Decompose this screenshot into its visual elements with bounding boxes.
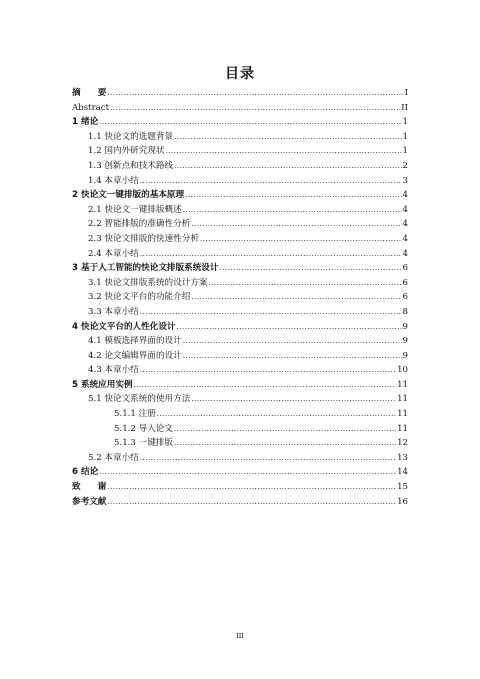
toc-entry-label: 2 快论文一键排版的基本原理 [72, 190, 185, 201]
toc-leader-dots [107, 480, 396, 495]
toc-entry[interactable] [72, 261, 408, 276]
toc-leader-dots [209, 276, 402, 291]
toc-leader-dots [200, 232, 402, 247]
toc-entry-page: 10 [397, 365, 408, 376]
toc-entry-page: 2 [402, 160, 408, 171]
toc-entry-page: 6 [402, 263, 408, 274]
toc-entry-label: 1.1 快论文的选题背景 [88, 131, 174, 142]
toc-entry-page: 6 [402, 292, 408, 303]
toc-leader-dots [110, 101, 400, 116]
toc-leader-dots [183, 334, 402, 349]
toc-entry-label: 2.4 本章小结 [88, 248, 139, 259]
toc-entry-label: 4.2 论文编辑界面的设计 [88, 350, 182, 361]
toc-entry-page: 4 [402, 219, 408, 230]
toc-leader-dots [191, 217, 401, 232]
toc-leader-dots [174, 422, 396, 437]
toc-entry-label: 3.2 快论文平台的功能介绍 [88, 292, 191, 303]
toc-entry-label: 1.2 国内外研究现状 [88, 146, 165, 157]
toc-entry[interactable] [72, 451, 408, 466]
toc-entry-label: 1 绪论 [72, 117, 99, 128]
toc-entry[interactable] [72, 465, 408, 480]
toc-entry[interactable] [72, 334, 408, 349]
toc-entry-page: 13 [397, 452, 408, 463]
toc-entry-label: 参考文献 [72, 496, 107, 507]
toc-leader-dots [177, 320, 402, 335]
toc-entry[interactable] [72, 495, 408, 510]
toc-leader-dots [107, 86, 403, 101]
toc-entry-page: 4 [402, 233, 408, 244]
toc-entry-page: 15 [397, 482, 408, 493]
toc-entry[interactable] [72, 203, 408, 218]
toc-entry-page: 11 [397, 423, 408, 434]
toc-leader-dots [174, 436, 396, 451]
toc-entry[interactable] [72, 349, 408, 364]
toc-entry-label: 4 快论文平台的人性化设计 [72, 321, 176, 332]
toc-entry[interactable] [72, 290, 408, 305]
toc-entry-label: 5.1 快论文系统的使用方法 [88, 394, 191, 405]
toc-entry-label: 摘 要 [72, 88, 107, 98]
toc-entry[interactable] [72, 101, 408, 116]
toc-entry[interactable] [72, 232, 408, 247]
toc-entry-page: 8 [402, 306, 408, 317]
toc-entry-label: 5.1.3 一键排版 [114, 438, 173, 449]
toc-entry[interactable] [72, 86, 408, 101]
toc-entry-page: 12 [397, 438, 408, 449]
toc-entry[interactable] [72, 144, 408, 159]
toc-entry-page: 16 [397, 496, 408, 507]
toc-entry[interactable] [72, 422, 408, 437]
toc-entry-label: 5.2 本章小结 [88, 452, 139, 463]
toc-leader-dots [99, 115, 401, 130]
toc-entry-label: 2.1 快论文一键排版概述 [88, 204, 182, 215]
toc-entry-label: 3.3 本章小结 [88, 306, 139, 317]
toc-leader-dots [107, 495, 396, 510]
toc-leader-dots [166, 144, 402, 159]
toc-entry[interactable] [72, 363, 408, 378]
toc-leader-dots [157, 407, 396, 422]
toc-entry-page: 6 [402, 277, 408, 288]
toc-leader-dots [174, 159, 401, 174]
toc-entry-page: 3 [402, 175, 408, 186]
toc-entry-label: 5 系统应用实例 [72, 379, 133, 390]
toc-entry-label: 2.2 智能排版的准确性分析 [88, 219, 191, 230]
toc-entry[interactable] [72, 188, 408, 203]
toc-entry-page: 14 [397, 467, 408, 478]
toc-leader-dots [140, 174, 402, 189]
toc-leader-dots [185, 188, 401, 203]
toc-entry-page: 4 [402, 248, 408, 259]
toc-entry-page: 9 [402, 321, 408, 332]
toc-entry-page: 4 [402, 204, 408, 215]
toc-leader-dots [183, 349, 402, 364]
toc-entry-label: 致 谢 [72, 482, 107, 493]
toc-entry-label: 2.3 快论文排版的快速性分析 [88, 233, 199, 244]
toc-entry[interactable] [72, 480, 408, 495]
toc-leader-dots [140, 247, 402, 262]
toc-entry[interactable] [72, 130, 408, 145]
toc-entry[interactable] [72, 115, 408, 130]
toc-entry-page: II [401, 102, 408, 113]
toc-entry-page: 9 [402, 336, 408, 347]
toc-entry-page: 1 [402, 146, 408, 157]
toc-leader-dots [191, 392, 396, 407]
toc-entry-page: 1 [402, 131, 408, 142]
toc-entry-label: 1.3 创新点和技术路线 [88, 160, 174, 171]
toc-entry-label: 4.1 模板选择界面的设计 [88, 336, 182, 347]
table-of-contents [72, 86, 408, 509]
toc-entry-label: 3.1 快论文排版系统的设计方案 [88, 277, 208, 288]
toc-entry-label: 5.1.1 注册 [114, 409, 156, 420]
toc-entry[interactable] [72, 159, 408, 174]
toc-leader-dots [140, 363, 396, 378]
toc-entry-page: 4 [402, 190, 408, 201]
toc-leader-dots [174, 130, 401, 145]
toc-entry-page: 1 [402, 117, 408, 128]
toc-entry[interactable] [72, 407, 408, 422]
toc-entry[interactable] [72, 247, 408, 262]
toc-leader-dots [191, 290, 401, 305]
toc-entry[interactable] [72, 276, 408, 291]
toc-entry[interactable] [72, 392, 408, 407]
toc-entry-label: 6 结论 [72, 467, 99, 478]
toc-entry-label: 3 基于人工智能的快论文排版系统设计 [72, 263, 219, 274]
toc-entry-page: I [404, 88, 408, 98]
toc-leader-dots [219, 261, 401, 276]
toc-leader-dots [99, 465, 396, 480]
toc-entry-page: 9 [402, 350, 408, 361]
toc-entry[interactable] [72, 320, 408, 335]
page-number: III [236, 632, 244, 640]
toc-leader-dots [140, 305, 402, 320]
toc-leader-dots [140, 451, 396, 466]
toc-entry-label: Abstract [72, 102, 110, 113]
toc-entry-label: 4.3 本章小结 [88, 365, 139, 376]
toc-entry-label: 1.4 本章小结 [88, 175, 139, 186]
toc-leader-dots [183, 203, 402, 218]
toc-entry[interactable] [72, 378, 408, 393]
toc-title: 目录 [225, 66, 255, 82]
toc-entry-page: 11 [397, 394, 408, 405]
toc-entry[interactable] [72, 436, 408, 451]
toc-entry-page: 11 [397, 409, 408, 420]
toc-entry[interactable] [72, 174, 408, 189]
toc-entry-page: 11 [397, 379, 408, 390]
toc-entry-label: 5.1.2 导入论文 [114, 423, 173, 434]
toc-leader-dots [134, 378, 397, 393]
toc-entry[interactable] [72, 305, 408, 320]
toc-entry[interactable] [72, 217, 408, 232]
